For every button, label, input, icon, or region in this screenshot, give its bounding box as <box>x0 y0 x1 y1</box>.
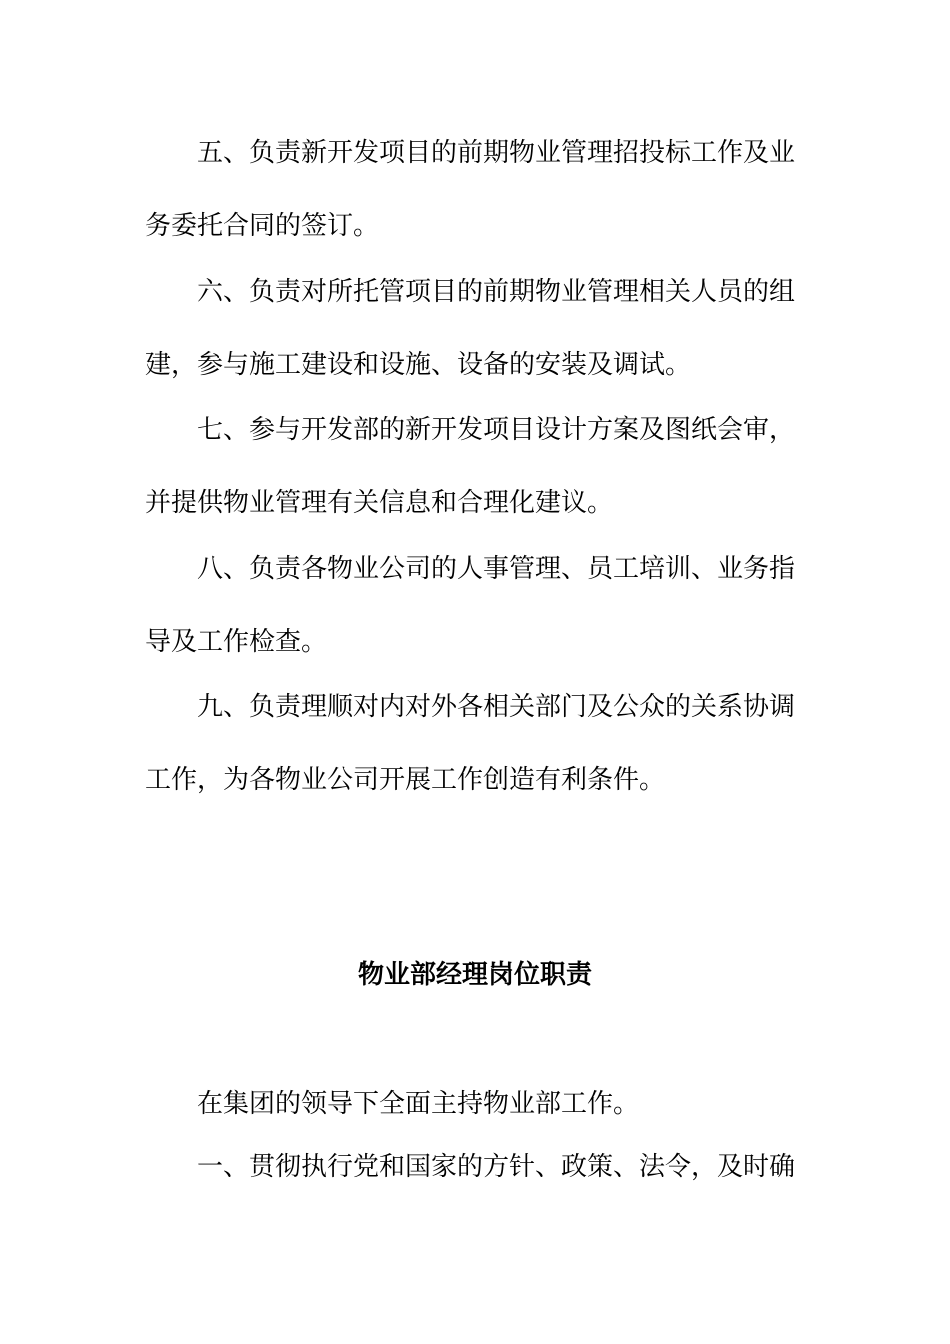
paragraph-9-line-2: 工作，为各物业公司开展工作创造有利条件。 <box>145 765 666 795</box>
paragraph-7-line-1: 七、参与开发部的新开发项目设计方案及图纸会审， <box>197 415 796 445</box>
section-intro: 在集团的领导下全面主持物业部工作。 <box>197 1089 640 1119</box>
paragraph-6-line-2: 建，参与施工建设和设施、设备的安装及调试。 <box>145 350 692 380</box>
section-title: 物业部经理岗位职责 <box>357 960 592 990</box>
paragraph-9-line-1: 九、负责理顺对内对外各相关部门及公众的关系协调 <box>197 692 796 722</box>
item-1-line-1: 一、贯彻执行党和国家的方针、政策、法令，及时确 <box>197 1152 796 1182</box>
paragraph-7-line-2: 并提供物业管理有关信息和合理化建议。 <box>145 488 614 518</box>
paragraph-8-line-1: 八、负责各物业公司的人事管理、员工培训、业务指 <box>197 554 796 584</box>
paragraph-5-line-2: 务委托合同的签订。 <box>145 211 380 241</box>
paragraph-6-line-1: 六、负责对所托管项目的前期物业管理相关人员的组 <box>197 277 796 307</box>
paragraph-5-line-1: 五、负责新开发项目的前期物业管理招投标工作及业 <box>197 138 796 168</box>
paragraph-8-line-2: 导及工作检查。 <box>145 627 328 657</box>
